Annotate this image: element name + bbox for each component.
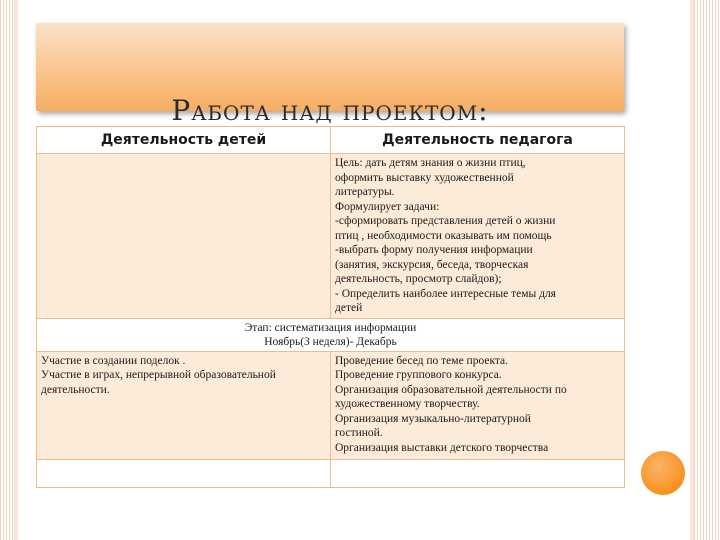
project-table: [36, 126, 625, 488]
text-line: деятельность, просмотр слайдов);: [335, 273, 502, 285]
empty-cell: [37, 459, 331, 487]
text-line: -сформировать представления детей о жизни: [335, 215, 556, 227]
stage-dates: Ноябрь(3 неделя)- Декабрь: [264, 335, 397, 348]
empty-row: [37, 459, 625, 487]
text-line: Формулирует задачи:: [335, 200, 440, 213]
stage-title: Этап: систематизация информации: [244, 321, 417, 334]
text-line: Проведение бесед по теме проекта.: [335, 354, 509, 367]
header-teacher-activity: Деятельность педагога: [331, 127, 625, 154]
decorative-orange-circle: [641, 451, 685, 495]
text-line: Организация образовательной деятельности по: [335, 383, 567, 396]
table-row: [37, 154, 625, 319]
children-activities-cell: [37, 351, 331, 459]
title-banner: [36, 23, 624, 127]
text-line: литературы.: [335, 186, 395, 198]
header-children-activity: Деятельность детей: [37, 127, 331, 154]
text-line: - Определить наиболее интересные темы для: [335, 287, 556, 300]
table-row: [37, 351, 625, 459]
text-line: деятельности.: [41, 383, 110, 396]
left-decorative-stripes: [0, 0, 14, 540]
teacher-goals-cell: [331, 154, 625, 319]
text-line: оформить выставку художественной: [335, 171, 514, 184]
text-line: -выбрать форму получения информации: [335, 244, 533, 256]
text-line: птиц , необходимости оказывать им помощь: [335, 229, 552, 242]
text-line: Организация музыкально-литературной: [335, 412, 531, 425]
header-row: [37, 127, 625, 154]
children-cell-empty: [37, 154, 331, 319]
right-decorative-stripes: [694, 0, 720, 540]
slide-title: Работа над проектом:: [171, 94, 489, 127]
empty-cell: [331, 459, 625, 487]
text-line: Организация выставки детского творчества: [335, 441, 549, 454]
text-line: детей: [335, 302, 363, 314]
text-line: Цель: дать детям знания о жизни птиц,: [335, 157, 526, 169]
teacher-activities-cell: [331, 351, 625, 459]
text-line: Участие в создании поделок .: [41, 354, 186, 367]
text-line: (занятия, экскурсия, беседа, творческая: [335, 258, 529, 271]
text-line: гостиной.: [335, 427, 383, 439]
right-decorative-band: [690, 0, 694, 540]
left-decorative-band: [14, 0, 18, 540]
stage-cell: [37, 318, 625, 351]
text-line: художественному творчеству.: [335, 398, 480, 410]
text-line: Участие в играх, непрерывной образовательной: [41, 369, 276, 381]
stage-row: [37, 318, 625, 351]
text-line: Проведение группового конкурса.: [335, 369, 502, 381]
